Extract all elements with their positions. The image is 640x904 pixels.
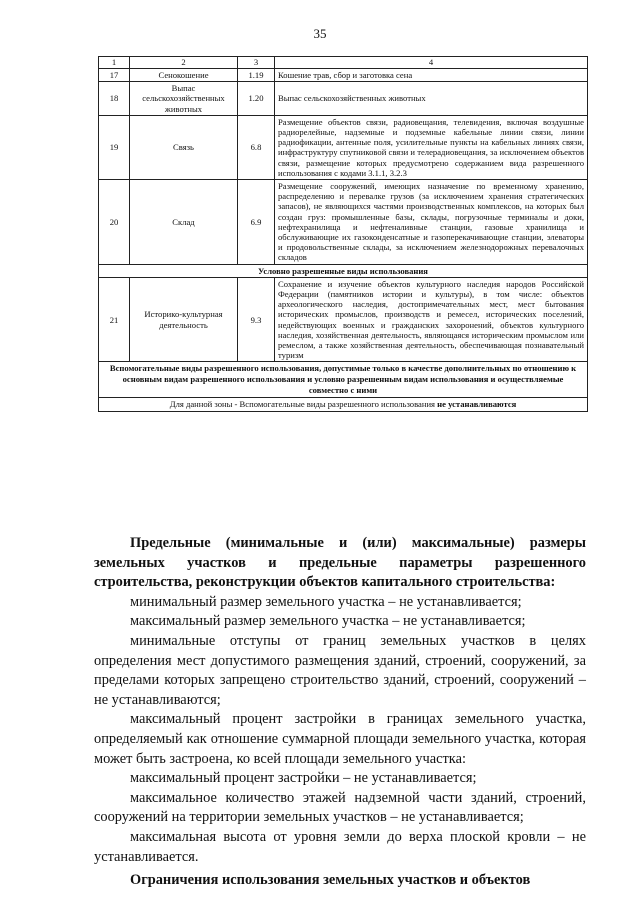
row-code: 1.20 bbox=[238, 82, 275, 116]
paragraph: максимальный размер земельного участка – не устанавливается; bbox=[130, 613, 526, 630]
aux-none-status: не устанавливаются bbox=[437, 399, 517, 410]
land-use-table bbox=[98, 56, 588, 412]
row-name: Связь bbox=[130, 115, 238, 179]
paragraph: максимальное количество этажей надземной части зданий, строений, сооружений на территории земельных участков – не устанавливается; bbox=[94, 789, 586, 826]
aux-none-row bbox=[99, 398, 588, 411]
header-col-3: 3 bbox=[238, 57, 275, 69]
section-heading-conditional: Условно разрешенные виды использования bbox=[99, 264, 588, 277]
row-code: 6.8 bbox=[238, 115, 275, 179]
section-row bbox=[99, 264, 588, 277]
row-number: 21 bbox=[99, 277, 130, 362]
paragraph: минимальные отступы от границ земельных участков в целях определения мест допустимого размещения зданий, строений, сооружений, за пределами которых запрещено строительство зданий, строений, сооружений – не устанавливаются; bbox=[94, 632, 586, 708]
section-heading-auxiliary: Вспомогательные виды разрешенного использования, допустимые только в качестве дополнительных по отношению к основным видам разрешенного использования и условно разрешенным видам использования и осуществляемые совместно с ними bbox=[99, 362, 588, 398]
heading-limits: Предельные (минимальные и (или) максимальные) размеры земельных участков и предельные параметры разрешенного строительства, реконструкции объектов капитального строительства: bbox=[94, 535, 586, 591]
paragraph: максимальный процент застройки – не устанавливается; bbox=[130, 770, 477, 787]
body-text bbox=[94, 534, 586, 891]
row-code: 6.9 bbox=[238, 180, 275, 265]
table-row bbox=[99, 277, 588, 362]
aux-none-note bbox=[99, 398, 588, 411]
table-row bbox=[99, 180, 588, 265]
row-name: Сенокошение bbox=[130, 69, 238, 82]
paragraph: максимальный процент застройки в границах земельного участка, определяемый как отношение суммарной площади земельного участка, которая может быть застроена, ко всей площади земельного участка: bbox=[94, 711, 586, 767]
row-number: 20 bbox=[99, 180, 130, 265]
row-description: Размещение объектов связи, радиовещания, телевидения, включая воздушные радиорелейные, надземные и подземные кабельные линии связи, линии радиофикации, антенные поля, усилительные пункты на кабельных линиях связи, инфраструктуру спутниковой связи и телерадиовещания, за исключением объектов связи, размещение которых предусмотрено содержанием вида разрешенного использования с кодами 3.1.1, 3.2.3 bbox=[275, 115, 588, 179]
table-row bbox=[99, 115, 588, 179]
paragraph: максимальная высота от уровня земли до верха плоской кровли – не устанавливается. bbox=[94, 828, 586, 865]
row-description: Кошение трав, сбор и заготовка сена bbox=[275, 69, 588, 82]
section-row bbox=[99, 362, 588, 398]
row-description: Сохранение и изучение объектов культурного наследия народов Российской Федерации (памятников истории и культуры), в том числе: объектов археологического наследия, достопримечательных мест, мест бытования исторических промыслов, производств и ремесел, исторических поселений, недействующих военных и гражданских захоронений, объектов культурного наследия, хозяйственная деятельность, являющаяся историческим промыслом или ремеслом, а также хозяйственная деятельность, обеспечивающая познавательный туризм bbox=[275, 277, 588, 362]
table-row bbox=[99, 82, 588, 116]
row-name: Историко-культурная деятельность bbox=[130, 277, 238, 362]
heading-restrictions: Ограничения использования земельных участков и объектов bbox=[130, 872, 531, 889]
page-number: 35 bbox=[313, 26, 327, 41]
header-col-2: 2 bbox=[130, 57, 238, 69]
header-col-4: 4 bbox=[275, 57, 588, 69]
row-description: Размещение сооружений, имеющих назначение по временному хранению, распределению и перевалке грузов (за исключением хранения стратегических запасов), не являющихся частями производственных комплексов, на которых был создан груз: промышленные базы, склады, погрузочные терминалы и доки, нефтехранилища и нефтеналивные станции, газовые хранилища и обслуживающие их газоконденсатные и газоперекачивающие станции, элеваторы и продовольственные склады, за исключением железнодорожных перевалочных складов bbox=[275, 180, 588, 265]
row-number: 17 bbox=[99, 69, 130, 82]
row-number: 18 bbox=[99, 82, 130, 116]
header-col-1: 1 bbox=[99, 57, 130, 69]
aux-none-prefix: Для данной зоны - Вспомогательные виды разрешенного использования bbox=[169, 399, 436, 410]
row-code: 9.3 bbox=[238, 277, 275, 362]
table-header-row bbox=[99, 57, 588, 69]
table-row bbox=[99, 69, 588, 82]
row-name: Склад bbox=[130, 180, 238, 265]
paragraph: минимальный размер земельного участка – не устанавливается; bbox=[130, 593, 522, 610]
row-code: 1.19 bbox=[238, 69, 275, 82]
row-number: 19 bbox=[99, 115, 130, 179]
row-name: Выпас сельскохозяйственных животных bbox=[130, 82, 238, 116]
row-description: Выпас сельскохозяйственных животных bbox=[275, 82, 588, 116]
